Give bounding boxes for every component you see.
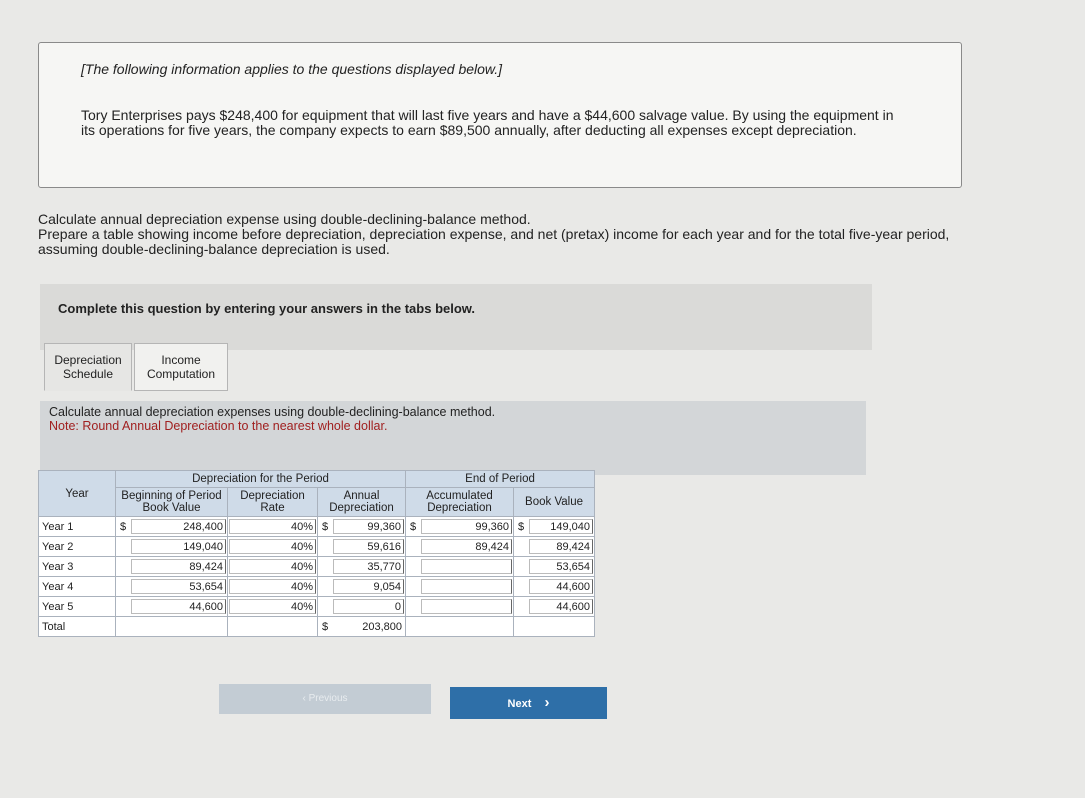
header-accumulated-depreciation: Accumulated Depreciation — [406, 488, 514, 517]
empty-cell — [514, 617, 595, 637]
previous-label: Previous — [308, 693, 348, 704]
currency-symbol: $ — [322, 620, 329, 633]
year-label: Year 3 — [39, 557, 116, 577]
rate-input[interactable]: 40% — [229, 559, 316, 574]
book-value-input[interactable]: 89,424 — [529, 539, 593, 554]
accumulated-depreciation-input[interactable]: 89,424 — [421, 539, 512, 554]
annual-depreciation-input[interactable]: 35,770 — [333, 559, 404, 574]
table-row — [39, 517, 595, 537]
tab-label-line1: Income — [161, 353, 201, 367]
accumulated-depreciation-input[interactable] — [421, 579, 512, 594]
chevron-right-icon: › — [544, 694, 550, 711]
tab-depreciation-schedule[interactable] — [44, 343, 132, 391]
info-box — [38, 42, 962, 188]
year-label: Year 4 — [39, 577, 116, 597]
year-label: Year 5 — [39, 597, 116, 617]
table-row-total — [39, 617, 595, 637]
currency-symbol: $ — [322, 520, 329, 533]
tab-label-line2: Computation — [146, 367, 216, 381]
table-row — [39, 557, 595, 577]
annual-depreciation-input[interactable]: 9,054 — [333, 579, 404, 594]
book-value-input[interactable]: 44,600 — [529, 599, 593, 614]
rate-input[interactable]: 40% — [229, 519, 316, 534]
year-label: Year 1 — [39, 517, 116, 537]
book-value-input[interactable]: 149,040 — [529, 519, 593, 534]
beginning-value-input[interactable]: 89,424 — [131, 559, 226, 574]
instruction-line-1: Calculate annual depreciation expense using double-declining-balance method. — [38, 211, 531, 227]
accumulated-depreciation-input[interactable]: 99,360 — [421, 519, 512, 534]
empty-cell — [228, 617, 318, 637]
header-beginning-book-value: Beginning of Period Book Value — [116, 488, 228, 517]
annual-depreciation-input[interactable]: 59,616 — [333, 539, 404, 554]
previous-button[interactable] — [219, 684, 431, 714]
complete-question-bar — [40, 284, 872, 350]
rate-input[interactable]: 40% — [229, 599, 316, 614]
tab-label-line2: Schedule — [62, 367, 114, 381]
depreciation-table — [38, 470, 595, 637]
table-row — [39, 537, 595, 557]
empty-cell — [406, 617, 514, 637]
book-value-input[interactable]: 44,600 — [529, 579, 593, 594]
instructions — [38, 212, 958, 257]
accumulated-depreciation-input[interactable] — [421, 559, 512, 574]
header-year: Year — [39, 471, 116, 517]
accumulated-depreciation-input[interactable] — [421, 599, 512, 614]
header-depreciation-rate: Depreciation Rate — [228, 488, 318, 517]
currency-symbol: $ — [410, 520, 417, 533]
table-row — [39, 597, 595, 617]
annual-depreciation-input[interactable]: 99,360 — [333, 519, 404, 534]
total-annual-depreciation: 203,800 — [362, 620, 403, 633]
tab-panel-instructions — [40, 401, 866, 475]
rate-input[interactable]: 40% — [229, 539, 316, 554]
tab-label-line1: Depreciation — [54, 353, 122, 367]
currency-symbol: $ — [120, 520, 127, 533]
instruction-line-2: Prepare a table showing income before depreciation, depreciation expense, and net (pretax) income for each year and for the total five-year period, assuming double-declining-balance depreciation is used. — [38, 226, 950, 257]
panel-instruction: Calculate annual depreciation expenses using double-declining-balance method. — [49, 405, 496, 419]
header-depreciation-for-period: Depreciation for the Period — [116, 471, 406, 488]
book-value-input[interactable]: 53,654 — [529, 559, 593, 574]
total-label: Total — [39, 617, 116, 637]
header-annual-depreciation: Annual Depreciation — [318, 488, 406, 517]
currency-symbol: $ — [518, 520, 525, 533]
chevron-left-icon: ‹ — [302, 693, 306, 704]
scenario-text: Tory Enterprises pays $248,400 for equipment that will last five years and have a $44,600 salvage value. By using the equipment in its operations for five years, the company expects to earn $89,500 annually, after deducting all expenses except depreciation. — [81, 107, 894, 138]
applies-note: [The following information applies to the questions displayed below.] — [81, 61, 503, 77]
table-row — [39, 577, 595, 597]
annual-depreciation-input[interactable]: 0 — [333, 599, 404, 614]
next-button[interactable] — [450, 687, 607, 719]
panel-note: Note: Round Annual Depreciation to the nearest whole dollar. — [49, 419, 388, 433]
tab-income-computation[interactable] — [134, 343, 228, 391]
beginning-value-input[interactable]: 44,600 — [131, 599, 226, 614]
next-label: Next — [507, 698, 532, 710]
header-end-of-period: End of Period — [406, 471, 595, 488]
complete-question-text: Complete this question by entering your answers in the tabs below. — [58, 301, 476, 316]
empty-cell — [116, 617, 228, 637]
beginning-value-input[interactable]: 53,654 — [131, 579, 226, 594]
rate-input[interactable]: 40% — [229, 579, 316, 594]
year-label: Year 2 — [39, 537, 116, 557]
header-book-value: Book Value — [514, 488, 595, 517]
beginning-value-input[interactable]: 248,400 — [131, 519, 226, 534]
beginning-value-input[interactable]: 149,040 — [131, 539, 226, 554]
